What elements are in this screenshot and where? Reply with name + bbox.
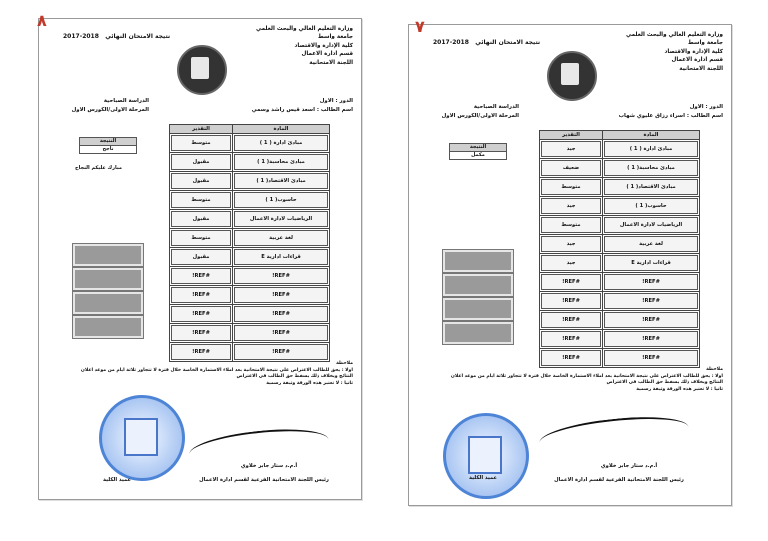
subject-cell: لغة عربية (234, 230, 328, 246)
dean-label: عميد الكلية (469, 475, 498, 481)
table-row (170, 229, 330, 248)
ministry-header (256, 25, 353, 67)
table-row (170, 134, 330, 153)
table-row (170, 286, 330, 305)
department-line: قسم ادارة الاعمال (301, 51, 353, 58)
grade-cell: متوسط (541, 179, 601, 195)
table-row (540, 178, 700, 197)
gray-box (73, 316, 143, 338)
grade-cell: #REF! (171, 306, 231, 322)
gray-box (443, 274, 513, 296)
gray-boxes (443, 250, 513, 346)
note-2: ثانيا : لا تعتبر هذه الورقة وثيقة رسمية (636, 386, 723, 392)
page-number: ٨ (37, 11, 47, 30)
grade-cell: مقبول (171, 173, 231, 189)
grade-header: التقدير (170, 125, 233, 134)
college-line: كلية الإدارة والاقتصاد (664, 48, 723, 55)
exam-title (63, 33, 170, 40)
result-value: ناجح (102, 146, 114, 152)
grade-header: التقدير (540, 131, 603, 140)
university-logo (177, 45, 227, 95)
grade-cell: ضعيف (541, 160, 601, 176)
stage-label: المرحلة الاولى/الكورس الاول (441, 112, 519, 119)
student-name: اسم الطالب : اسراء رزاق عليوي شهاب (618, 112, 723, 119)
student-info (619, 103, 723, 121)
subject-header: المادة (603, 131, 700, 140)
round-label: الدور : الاول (319, 98, 353, 104)
result-sheet-right (408, 17, 732, 506)
student-info (252, 97, 353, 115)
table-row (540, 159, 700, 178)
notes (69, 361, 353, 387)
table-row (170, 172, 330, 191)
table-row (170, 191, 330, 210)
exam-title-text: نتيجة الامتحان النهائي (105, 33, 171, 40)
grade-cell: مقبول (171, 211, 231, 227)
gray-boxes (73, 244, 143, 340)
grade-cell: مقبول (171, 154, 231, 170)
result-sheet-left (37, 11, 362, 500)
grades-table (539, 130, 700, 368)
subject-cell: #REF! (234, 306, 328, 322)
congrats-text: مبارك عليكم النجاح (75, 165, 122, 171)
study-type: الدراسة الصباحية (473, 104, 519, 110)
ministry-line: وزارة التعليم العالي والبحث العلمي (626, 32, 723, 38)
grade-cell: #REF! (541, 350, 601, 366)
table-row (540, 140, 700, 159)
result-box (449, 143, 507, 160)
college-stamp (443, 413, 529, 499)
round-label: الدور : الاول (689, 104, 723, 110)
gray-box (73, 292, 143, 314)
note-2: ثانيا : لا تعتبر هذه الورقة وثيقة رسمية (266, 380, 353, 386)
grade-cell: متوسط (541, 217, 601, 233)
ministry-header (626, 31, 723, 73)
result-box (79, 137, 137, 154)
ministry-line: وزارة التعليم العالي والبحث العلمي (256, 26, 353, 32)
table-row (540, 273, 700, 292)
table-row (170, 248, 330, 267)
subject-cell: قراءات ادارية E (604, 255, 698, 271)
university-logo (547, 51, 597, 101)
grade-cell: #REF! (171, 325, 231, 341)
signer-name: أ.م.د ستار جابر خلاوي (600, 463, 658, 469)
signer-name: أ.م.د ستار جابر خلاوي (240, 463, 298, 469)
notes (439, 367, 723, 393)
subject-cell: #REF! (234, 344, 328, 360)
study-type: الدراسة الصباحية (103, 98, 149, 104)
college-line: كلية الإدارة والاقتصاد (294, 42, 353, 49)
grade-cell: مقبول (171, 249, 231, 265)
subject-cell: مبادئ الاقتصاد( 1 ) (234, 173, 328, 189)
subject-cell: حاسوب( 1 ) (604, 198, 698, 214)
subject-cell: لغة عربية (604, 236, 698, 252)
subject-cell: #REF! (604, 274, 698, 290)
subject-header: المادة (233, 125, 330, 134)
result-header: النتيجة (450, 144, 506, 152)
table-row (540, 311, 700, 330)
result-value: مكمل (471, 152, 485, 158)
table-row (540, 235, 700, 254)
committee-line: اللجنة الامتحانية (309, 59, 353, 66)
exam-title-text: نتيجة الامتحان النهائي (475, 39, 541, 46)
grade-cell: #REF! (541, 331, 601, 347)
note-1: اولا : يحق للطالب الاعتراض على نتيجة الامتحانية بعد املاء الاستمارة الخاصة خلال فترة لا تتجاوز ثلاثة ايام من موعد اعلان النتائج وبخلاف ذلك يسقط حق الطالب في الاعتراض (450, 373, 723, 386)
signer-title: رئيس اللجنة الامتحانية الفرعية لقسم ادارة الاعمال (199, 477, 329, 483)
table-row (540, 292, 700, 311)
grade-cell: #REF! (171, 268, 231, 284)
table-row (540, 197, 700, 216)
subject-cell: حاسوب( 1 ) (234, 192, 328, 208)
subject-cell: قراءات ادارية E (234, 249, 328, 265)
note-1: اولا : يحق للطالب الاعتراض على نتيجة الامتحانية بعد املاء الاستمارة الخاصة خلال فترة لا تتجاوز ثلاثة ايام من موعد اعلان النتائج وبخلاف ذلك يسقط حق الطالب في الاعتراض (80, 367, 353, 380)
subject-cell: #REF! (234, 268, 328, 284)
student-name: اسم الطالب : اسعد قيس راشد وسمي (251, 106, 353, 113)
signature (538, 411, 691, 459)
table-row (540, 254, 700, 273)
grade-cell: جيد (541, 236, 601, 252)
study-info (439, 103, 519, 121)
table-row (170, 153, 330, 172)
subject-cell: #REF! (604, 350, 698, 366)
gray-box (443, 250, 513, 272)
table-row (170, 343, 330, 362)
table-row (540, 216, 700, 235)
department-line: قسم ادارة الاعمال (671, 57, 723, 64)
subject-cell: مبادئ محاسبة( 1 ) (234, 154, 328, 170)
grade-cell: #REF! (541, 293, 601, 309)
grade-cell: جيد (541, 255, 601, 271)
table-row (540, 349, 700, 368)
college-stamp (99, 395, 185, 481)
gray-box (443, 298, 513, 320)
study-info (69, 97, 149, 115)
table-row (170, 267, 330, 286)
grade-cell: #REF! (171, 344, 231, 360)
gray-box (443, 322, 513, 344)
subject-cell: #REF! (604, 293, 698, 309)
subject-cell: مبادئ ادارة ( 1 ) (604, 141, 698, 157)
table-row (170, 324, 330, 343)
exam-title (433, 39, 540, 46)
gray-box (73, 244, 143, 266)
university-line: جامعة واسط (688, 40, 723, 47)
subject-cell: #REF! (234, 287, 328, 303)
grade-cell: #REF! (541, 274, 601, 290)
notes-title: ملاحظة (336, 361, 353, 366)
grade-cell: متوسط (171, 135, 231, 151)
grade-cell: جيد (541, 141, 601, 157)
signer-title: رئيس اللجنة الامتحانية الفرعية لقسم ادارة الاعمال (554, 477, 684, 483)
page-number: ٧ (415, 17, 425, 36)
grade-cell: #REF! (541, 312, 601, 328)
subject-cell: #REF! (234, 325, 328, 341)
subject-cell: مبادئ الاقتصاد( 1 ) (604, 179, 698, 195)
result-header: النتيجة (80, 138, 136, 146)
grade-cell: جيد (541, 198, 601, 214)
subject-cell: مبادئ ادارة ( 1 ) (234, 135, 328, 151)
table-row (540, 330, 700, 349)
subject-cell: الرياضيات لادارة الاعمال (604, 217, 698, 233)
grade-cell: متوسط (171, 192, 231, 208)
academic-year: 2018-2017 (63, 33, 99, 40)
subject-cell: مبادئ محاسبة( 1 ) (604, 160, 698, 176)
grades-table (169, 124, 330, 362)
dean-label: عميد الكلية (103, 477, 132, 483)
notes-title: ملاحظة (706, 367, 723, 372)
table-row (170, 305, 330, 324)
subject-cell: #REF! (604, 312, 698, 328)
committee-line: اللجنة الامتحانية (679, 65, 723, 72)
subject-cell: الرياضيات لادارة الاعمال (234, 211, 328, 227)
university-line: جامعة واسط (318, 34, 353, 41)
table-row (170, 210, 330, 229)
subject-cell: #REF! (604, 331, 698, 347)
academic-year: 2018-2017 (433, 39, 469, 46)
gray-box (73, 268, 143, 290)
grade-cell: #REF! (171, 287, 231, 303)
grade-cell: متوسط (171, 230, 231, 246)
stage-label: المرحلة الاولى/الكورس الاول (71, 106, 149, 113)
